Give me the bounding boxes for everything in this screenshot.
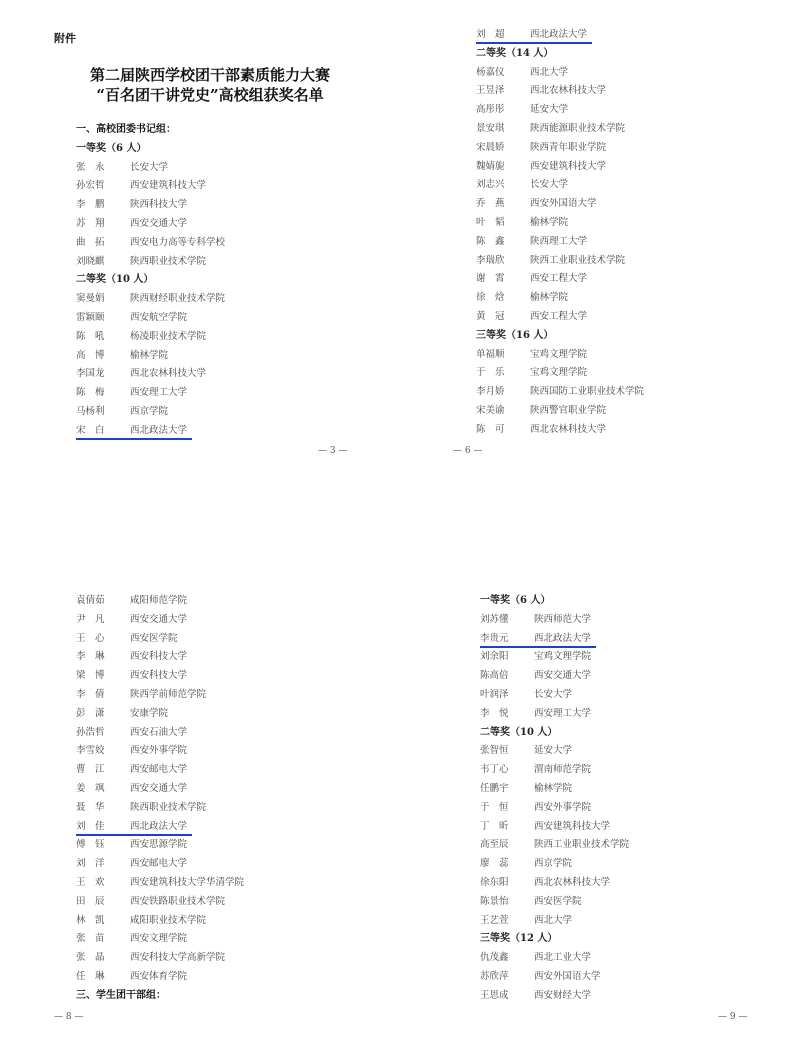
- awardee-row: [480, 912, 740, 931]
- awardee-row: [476, 195, 736, 214]
- awardee-institution: 西安外事学院: [130, 745, 188, 757]
- awardee-row: [476, 346, 736, 365]
- awardee-name: 刘志兴: [476, 179, 505, 191]
- awardee-name: 雷颖颐: [76, 311, 105, 323]
- awardee-name: 任 琳: [76, 970, 105, 982]
- awardee-institution: 陕西警官职业学院: [530, 404, 607, 416]
- awardee-institution: 陕西财经职业技术学院: [130, 293, 226, 305]
- awardee-name: 陈高倍: [480, 670, 509, 682]
- awardee-institution: 西安交通大学: [534, 670, 592, 682]
- awardee-name: 姜 飒: [76, 782, 105, 794]
- award-level-heading: 二等奖（10 人）: [76, 274, 154, 286]
- awardee-institution: 咸阳师范学院: [130, 595, 188, 606]
- awardee-name: 田 辰: [76, 895, 105, 907]
- awardee-institution: 西北大学: [530, 66, 569, 78]
- page-number-6: — 6 —: [453, 446, 483, 456]
- awardee-institution: 西安工程大学: [530, 310, 588, 322]
- awardee-name: 李贵元: [480, 632, 509, 644]
- awardee-name: 刘晓麒: [76, 255, 105, 267]
- awardee-name: 李 倩: [76, 688, 105, 700]
- awardee-institution: 陕西工业职业技术学院: [530, 254, 626, 266]
- awardee-institution: 榆林学院: [530, 216, 569, 228]
- awardee-institution: 西安医学院: [130, 632, 178, 644]
- awardee-name: 叶润泽: [480, 688, 509, 700]
- awardee-name: 谢 霄: [476, 273, 505, 285]
- awardee-institution: 陕西能源职业技术学院: [530, 122, 626, 134]
- awardee-institution: 榆林学院: [130, 349, 169, 361]
- page-8-award-list: [76, 592, 336, 1006]
- awardee-name: 陈 吼: [76, 330, 105, 342]
- awardee-institution: 陕西职业技术学院: [130, 801, 207, 813]
- awardee-institution: 西北工业大学: [534, 952, 592, 964]
- awardee-institution: 西北政法大学: [530, 29, 588, 40]
- awardee-row: [76, 215, 336, 234]
- awardee-row: [76, 328, 336, 347]
- awardee-name: 王艺萱: [480, 914, 509, 926]
- awardee-row: [76, 742, 336, 761]
- awardee-row: [76, 761, 336, 780]
- awardee-name: 傅 钰: [76, 839, 105, 851]
- awardee-institution: 延安大学: [530, 104, 569, 116]
- page-number-9: — 9 —: [718, 1012, 748, 1022]
- awardee-institution: 陕西青年职业学院: [530, 141, 607, 153]
- awardee-row: [476, 383, 736, 402]
- awardee-institution: 西北政法大学: [130, 424, 188, 436]
- attachment-label: 附件: [54, 32, 76, 45]
- awardee-institution: 西安工程大学: [530, 273, 588, 285]
- awardee-name: 刘 佳: [76, 820, 105, 832]
- awardee-institution: 长安大学: [130, 161, 169, 173]
- awardee-row: [480, 611, 740, 630]
- awardee-name: 孙宏哲: [76, 180, 105, 192]
- awardee-institution: 西安外国语大学: [534, 970, 601, 982]
- awardee-institution: 西安交通大学: [130, 782, 188, 794]
- awardee-institution: 延安大学: [534, 745, 573, 757]
- awardee-name: 魏婧旎: [476, 160, 505, 172]
- awardee-name: 林 凯: [76, 914, 105, 926]
- awardee-name: 高至辰: [480, 839, 509, 851]
- awardee-row: [76, 667, 336, 686]
- awardee-institution: 西安邮电大学: [130, 764, 188, 776]
- awardee-institution: 陕西学前师范学院: [130, 688, 207, 700]
- awardee-name: 张智恒: [480, 745, 509, 757]
- awardee-row: [76, 365, 336, 384]
- awardee-institution: 西安建筑科技大学: [530, 160, 607, 172]
- awardee-name: 乔 燕: [476, 198, 505, 210]
- awardee-row: [76, 234, 336, 253]
- awardee-name: 李国龙: [76, 368, 105, 380]
- page-6-award-list: [476, 26, 736, 440]
- awardee-name: 窦曼娟: [76, 293, 105, 305]
- awardee-institution: 西北农林科技大学: [530, 423, 607, 435]
- awardee-name: 李 鹏: [76, 199, 105, 211]
- awardee-name: 王昱泽: [476, 85, 505, 97]
- highlight-underline: [476, 42, 592, 44]
- awardee-row: [476, 101, 736, 120]
- awardee-name: 袁倩茹: [76, 595, 105, 606]
- awardee-row: [476, 214, 736, 233]
- awardee-institution: 西北农林科技大学: [530, 85, 607, 97]
- awardee-row: [480, 836, 740, 855]
- awardee-name: 叶 韬: [476, 216, 505, 228]
- awardee-institution: 西京学院: [534, 858, 573, 870]
- awardee-institution: 咸阳职业技术学院: [130, 914, 207, 926]
- awardee-institution: 长安大学: [530, 179, 569, 191]
- awardee-row: [476, 26, 736, 45]
- awardee-institution: 西京学院: [130, 405, 169, 417]
- awardee-institution: 宝鸡文理学院: [530, 348, 588, 360]
- awardee-row: [476, 364, 736, 383]
- awardee-name: 张 苗: [76, 933, 105, 945]
- awardee-name: 王思成: [480, 989, 509, 1001]
- awardee-name: 单福顺: [476, 348, 505, 360]
- awardee-institution: 西北农林科技大学: [130, 368, 207, 380]
- awardee-row: [76, 290, 336, 309]
- awardee-row: [76, 592, 336, 611]
- awardee-row: [476, 158, 736, 177]
- awardee-row: [476, 308, 736, 327]
- awardee-institution: 西安财经大学: [534, 989, 592, 1001]
- awardee-institution: 陕西职业技术学院: [130, 255, 207, 267]
- awardee-institution: 西安建筑科技大学: [130, 180, 207, 192]
- awardee-row: [76, 818, 336, 837]
- awardee-institution: 西安邮电大学: [130, 858, 188, 870]
- awardee-institution: 榆林学院: [534, 782, 573, 794]
- awardee-row: [76, 930, 336, 949]
- awardee-name: 宋晨娇: [476, 141, 505, 153]
- awardee-row: [480, 799, 740, 818]
- awardee-name: 张 晶: [76, 952, 105, 964]
- awardee-name: 徐 焓: [476, 292, 505, 304]
- awardee-row: [76, 724, 336, 743]
- awardee-institution: 西安航空学院: [130, 311, 188, 323]
- awardee-institution: 宝鸡文理学院: [534, 651, 592, 663]
- awardee-row: [76, 159, 336, 178]
- awardee-institution: 西安科技大学: [130, 670, 188, 682]
- awardee-row: [76, 384, 336, 403]
- awardee-row: [480, 667, 740, 686]
- awardee-institution: 榆林学院: [530, 292, 569, 304]
- awardee-name: 宋美谕: [476, 404, 505, 416]
- awardee-name: 刘苏懂: [480, 613, 509, 625]
- awardee-row: [76, 949, 336, 968]
- page-9-award-list: [480, 592, 740, 1006]
- awardee-row: [76, 422, 336, 441]
- awardee-row: [480, 686, 740, 705]
- awardee-name: 李雪姣: [76, 745, 105, 757]
- awardee-institution: 宝鸡文理学院: [530, 367, 588, 379]
- awardee-row: [476, 82, 736, 101]
- award-level-heading: 二等奖（10 人）: [480, 726, 558, 738]
- awardee-name: 杨嘉仪: [476, 66, 505, 78]
- awardee-name: 聂 华: [76, 801, 105, 813]
- awardee-row: [476, 289, 736, 308]
- award-level-heading: 三等奖（12 人）: [480, 933, 558, 945]
- awardee-institution: 西安石油大学: [130, 726, 188, 738]
- awardee-institution: 西北农林科技大学: [534, 876, 611, 888]
- awardee-name: 苏 翔: [76, 217, 105, 229]
- section-heading: 一、高校团委书记组：: [76, 124, 176, 135]
- awardee-row: [480, 855, 740, 874]
- awardee-name: 徐东阳: [480, 876, 509, 888]
- awardee-institution: 西北政法大学: [130, 820, 188, 832]
- awardee-name: 景安琪: [476, 122, 505, 134]
- awardee-name: 黄 冠: [476, 310, 505, 322]
- awardee-institution: 西安科技大学高新学院: [130, 952, 226, 964]
- awardee-row: [480, 818, 740, 837]
- award-level-heading: 二等奖（14 人）: [476, 47, 554, 59]
- awardee-row: [76, 403, 336, 422]
- awardee-row: [76, 855, 336, 874]
- awardee-row: [76, 309, 336, 328]
- awardee-name: 丁 昕: [480, 820, 509, 832]
- awardee-name: 陈 梅: [76, 387, 105, 399]
- awardee-institution: 西安理工大学: [534, 707, 592, 719]
- awardee-institution: 安康学院: [130, 707, 169, 719]
- awardee-institution: 西安外事学院: [534, 801, 592, 813]
- document-title-line-2: “百名团干讲党史”高校组获奖名单: [96, 86, 324, 104]
- awardee-name: 苏欣萍: [480, 970, 509, 982]
- awardee-institution: 长安大学: [534, 688, 573, 700]
- awardee-institution: 西安理工大学: [130, 387, 188, 399]
- awardee-name: 李瑞欣: [476, 254, 505, 266]
- awardee-institution: 西安交通大学: [130, 217, 188, 229]
- awardee-institution: 陕西国防工业职业技术学院: [530, 386, 645, 398]
- awardee-institution: 西安科技大学: [130, 651, 188, 663]
- awardee-name: 刘 洋: [76, 858, 105, 870]
- awardee-row: [476, 139, 736, 158]
- awardee-row: [76, 705, 336, 724]
- awardee-row: [76, 253, 336, 272]
- page-number-3: — 3 —: [318, 446, 348, 456]
- awardee-institution: 杨凌职业技术学院: [130, 330, 207, 342]
- page-3-award-list: [76, 121, 336, 441]
- awardee-institution: 西北政法大学: [534, 632, 592, 644]
- awardee-row: [476, 270, 736, 289]
- awardee-row: [476, 120, 736, 139]
- awardee-name: 张 永: [76, 161, 105, 173]
- awardee-row: [76, 347, 336, 366]
- awardee-name: 刘余阳: [480, 651, 509, 663]
- awardee-institution: 陕西师范大学: [534, 613, 592, 625]
- awardee-row: [476, 176, 736, 195]
- awardee-name: 彭 潇: [76, 707, 105, 719]
- awardee-name: 陈 鑫: [476, 235, 505, 247]
- awardee-institution: 西安电力高等专科学校: [130, 236, 226, 248]
- awardee-row: [76, 630, 336, 649]
- awardee-name: 尹 凡: [76, 613, 105, 625]
- awardee-row: [480, 742, 740, 761]
- awardee-row: [76, 893, 336, 912]
- awardee-row: [480, 968, 740, 987]
- awardee-row: [480, 987, 740, 1006]
- awardee-name: 于 乐: [476, 367, 505, 379]
- awardee-row: [76, 611, 336, 630]
- awardee-institution: 西安医学院: [534, 895, 582, 907]
- document-title-line-1: 第二届陕西学校团干部素质能力大赛: [89, 66, 330, 84]
- awardee-row: [480, 874, 740, 893]
- awardee-name: 王 心: [76, 632, 105, 644]
- awardee-row: [76, 874, 336, 893]
- awardee-name: 陈景怡: [480, 895, 509, 907]
- awardee-row: [480, 893, 740, 912]
- awardee-name: 曹 江: [76, 764, 105, 776]
- awardee-institution: 陕西工业职业技术学院: [534, 839, 630, 851]
- awardee-row: [476, 64, 736, 83]
- award-level-heading: 一等奖（6 人）: [480, 595, 551, 606]
- awardee-name: 于 恒: [480, 801, 509, 813]
- awardee-row: [76, 196, 336, 215]
- awardee-name: 李 悦: [480, 707, 509, 719]
- highlight-underline: [76, 438, 192, 440]
- awardee-row: [76, 836, 336, 855]
- awardee-row: [480, 949, 740, 968]
- awardee-row: [480, 780, 740, 799]
- highlight-underline: [76, 834, 192, 836]
- awardee-row: [76, 912, 336, 931]
- awardee-institution: 西安思源学院: [130, 839, 188, 851]
- awardee-institution: 西安文理学院: [130, 933, 188, 945]
- awardee-institution: 西安外国语大学: [530, 198, 597, 210]
- awardee-institution: 西北大学: [534, 914, 573, 926]
- awardee-name: 韦丁心: [480, 764, 509, 776]
- awardee-row: [480, 761, 740, 780]
- awardee-name: 马杨利: [76, 405, 105, 417]
- awardee-row: [476, 421, 736, 440]
- awardee-name: 曲 拓: [76, 236, 105, 248]
- awardee-name: 任鹏宇: [480, 782, 509, 794]
- highlight-underline: [480, 646, 596, 648]
- awardee-name: 王 欢: [76, 876, 105, 888]
- awardee-row: [76, 780, 336, 799]
- awardee-name: 宋 白: [76, 424, 105, 436]
- awardee-name: 廖 蕊: [480, 858, 509, 870]
- section-heading: 三、学生团干部组：: [76, 989, 166, 1001]
- awardee-institution: 西安建筑科技大学华清学院: [130, 876, 245, 888]
- awardee-row: [76, 177, 336, 196]
- awardee-name: 高彤彤: [476, 104, 505, 116]
- awardee-name: 刘 超: [476, 29, 505, 40]
- awardee-row: [476, 252, 736, 271]
- awardee-row: [76, 686, 336, 705]
- awardee-institution: 渭南师范学院: [534, 764, 592, 776]
- awardee-institution: 西安铁路职业技术学院: [130, 895, 226, 907]
- awardee-name: 孙浩哲: [76, 726, 105, 738]
- awardee-name: 李月娇: [476, 386, 505, 398]
- award-level-heading: 三等奖（16 人）: [476, 329, 554, 341]
- awardee-row: [476, 402, 736, 421]
- awardee-row: [480, 630, 740, 649]
- awardee-row: [76, 799, 336, 818]
- awardee-row: [76, 968, 336, 987]
- awardee-row: [480, 648, 740, 667]
- awardee-name: 陈 可: [476, 423, 505, 435]
- awardee-institution: 西安建筑科技大学: [534, 820, 611, 832]
- awardee-row: [76, 648, 336, 667]
- awardee-institution: 西安交通大学: [130, 613, 188, 625]
- award-level-heading: 一等奖（6 人）: [76, 142, 147, 154]
- awardee-institution: 西安体育学院: [130, 970, 188, 982]
- awardee-row: [480, 705, 740, 724]
- page-number-8: — 8 —: [54, 1012, 84, 1022]
- awardee-name: 仇茂鑫: [480, 952, 509, 964]
- awardee-row: [476, 233, 736, 252]
- awardee-institution: 陕西理工大学: [530, 235, 588, 247]
- awardee-name: 李 琳: [76, 651, 105, 663]
- awardee-institution: 陕西科技大学: [130, 199, 188, 211]
- awardee-name: 高 博: [76, 349, 105, 361]
- awardee-name: 梁 博: [76, 670, 105, 682]
